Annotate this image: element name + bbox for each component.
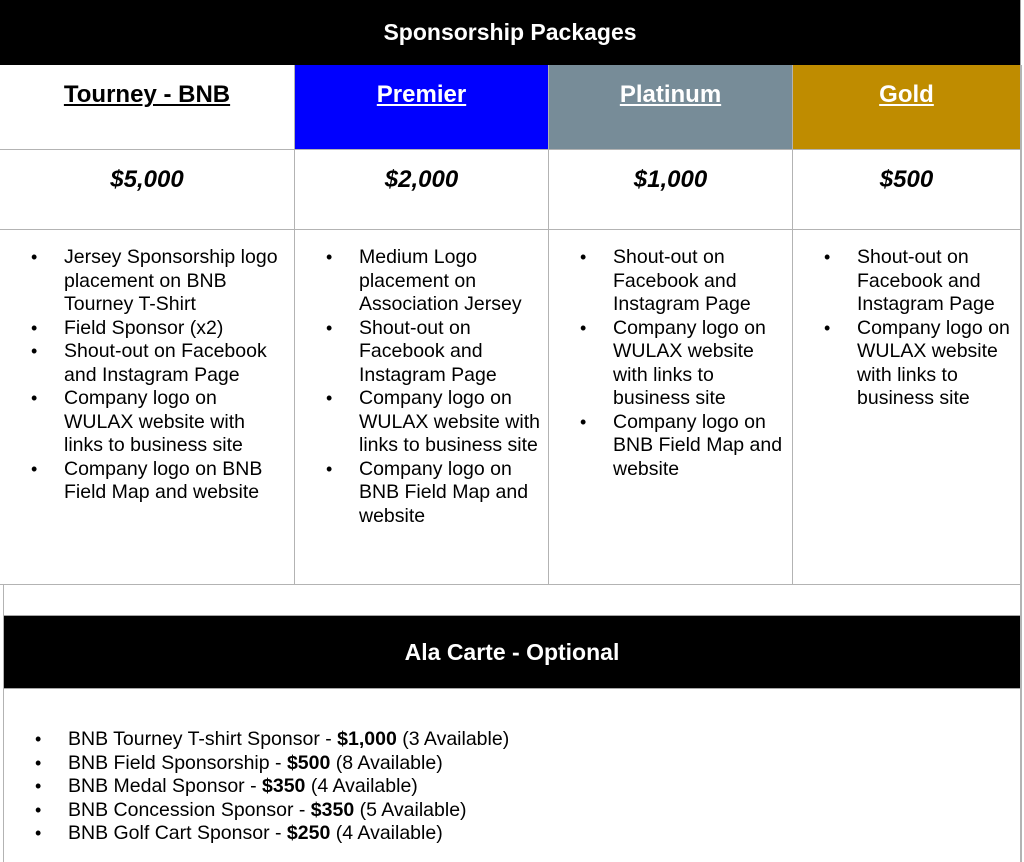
tier-header-gold bbox=[793, 65, 1021, 149]
item-price: $1,000 bbox=[337, 728, 397, 750]
tier-header-tourney bbox=[0, 65, 295, 149]
feature-item: • Company logo on WULAX website with links to business site bbox=[64, 387, 286, 458]
tier-price: $500 bbox=[793, 150, 1021, 229]
feature-list bbox=[793, 230, 1020, 411]
tier-header-platinum bbox=[549, 65, 793, 149]
feature-item: • Shout-out on Facebook and Instagram Page bbox=[64, 340, 286, 387]
feature-item: • Jersey Sponsorship logo placement on BNB Tourney T-Shirt bbox=[64, 246, 286, 317]
ala-carte-item: • BNB Medal Sponsor - $350 (4 Available) bbox=[68, 775, 509, 799]
feature-item: • Company logo on BNB Field Map and website bbox=[64, 458, 286, 505]
feature-item: • Company logo on BNB Field Map and website bbox=[359, 458, 548, 529]
item-price: $500 bbox=[286, 751, 331, 774]
packages-title: Sponsorship Packages bbox=[0, 0, 1021, 65]
feature-item: • Company logo on BNB Field Map and website bbox=[613, 411, 792, 482]
tier-header-row bbox=[0, 65, 1021, 150]
features-row bbox=[0, 230, 1021, 585]
ala-carte-item: • BNB Concession Sponsor - $350 (5 Available) bbox=[68, 799, 509, 823]
ala-carte-section bbox=[3, 585, 1021, 862]
tier-name: Tourney - BNB bbox=[63, 81, 231, 108]
tier-price: $5,000 bbox=[0, 150, 295, 229]
feature-item: • Medium Logo placement on Association Jersey bbox=[359, 246, 548, 317]
feature-list bbox=[0, 230, 294, 505]
ala-carte-title: Ala Carte - Optional bbox=[4, 615, 1020, 689]
ala-carte-item: • BNB Golf Cart Sponsor - $250 (4 Available) bbox=[68, 822, 509, 846]
feature-list bbox=[549, 230, 792, 481]
tier-header-premier bbox=[295, 65, 549, 149]
feature-item: • Field Sponsor (x2) bbox=[64, 317, 286, 341]
tier-price: $2,000 bbox=[295, 150, 549, 229]
feature-list bbox=[295, 230, 548, 528]
ala-carte-list bbox=[4, 728, 509, 846]
ala-carte-item: • BNB Field Sponsorship - $500 (8 Available) bbox=[68, 752, 509, 776]
price-row bbox=[0, 150, 1021, 230]
feature-item: • Company logo on WULAX website with links to business site bbox=[359, 387, 548, 458]
ala-carte-item: • BNB Tourney T-shirt Sponsor - $1,000 (3 Available) bbox=[68, 728, 509, 752]
feature-item: • Company logo on WULAX website with links to business site bbox=[613, 317, 792, 411]
item-price: $250 bbox=[286, 822, 331, 844]
features-gold bbox=[793, 230, 1021, 584]
tier-price: $1,000 bbox=[549, 150, 793, 229]
feature-item: • Shout-out on Facebook and Instagram Page bbox=[857, 246, 1020, 317]
tier-name: Gold bbox=[879, 81, 934, 108]
feature-item: • Shout-out on Facebook and Instagram Page bbox=[359, 317, 548, 388]
features-tourney bbox=[0, 230, 295, 584]
features-premier bbox=[295, 230, 549, 584]
feature-item: • Company logo on WULAX website with links to business site bbox=[857, 317, 1020, 411]
feature-item: • Shout-out on Facebook and Instagram Page bbox=[613, 246, 792, 317]
tier-name: Premier bbox=[376, 81, 467, 108]
item-price: $350 bbox=[310, 798, 355, 821]
item-price: $350 bbox=[262, 775, 306, 797]
tier-name: Platinum bbox=[619, 81, 722, 108]
features-platinum bbox=[549, 230, 793, 584]
